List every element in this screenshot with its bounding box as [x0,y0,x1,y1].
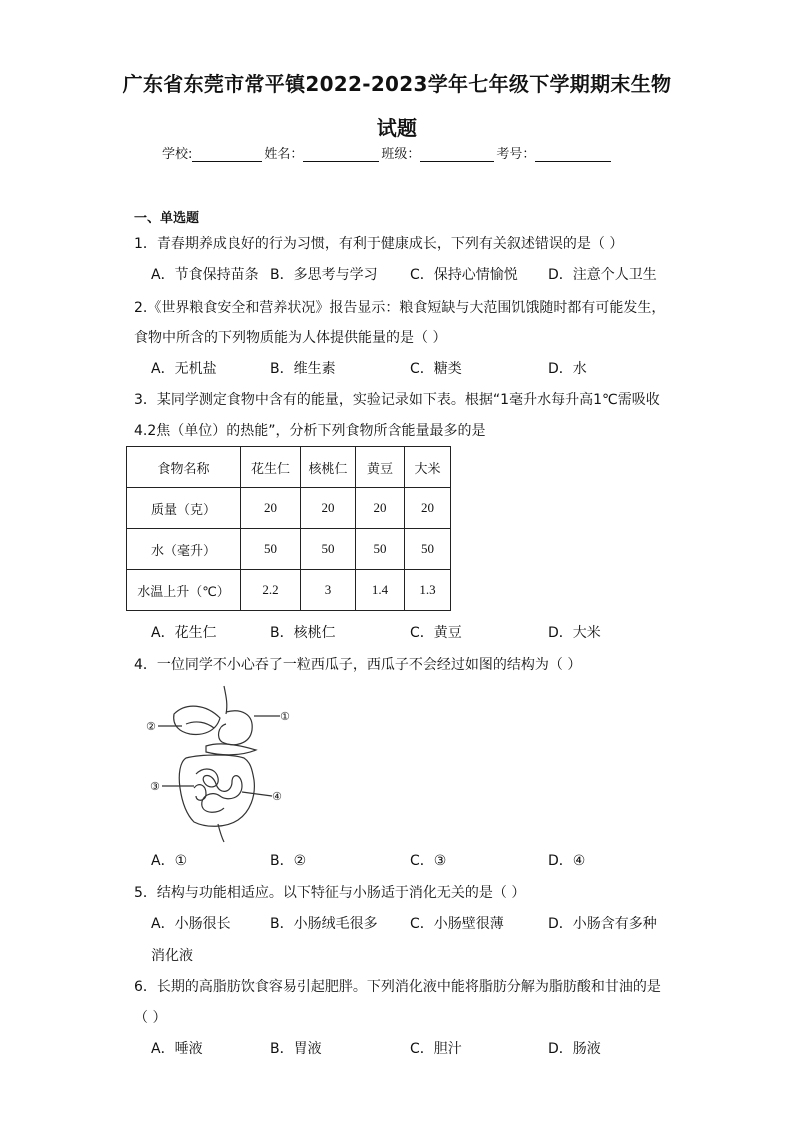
q1-option-d: D．注意个人卫生 [548,267,657,283]
student-info-line [162,143,613,162]
table-header-cell: 核桃仁 [301,447,356,488]
table-cell: 50 [405,529,451,570]
large-intestine-shape [179,755,254,826]
table-cell: 3 [301,570,356,611]
school-label: 学校: [162,147,193,162]
q5-option-c: C．小肠壁很薄 [410,916,504,932]
digestive-system-diagram [146,684,296,844]
q3-option-b: B．核桃仁 [270,625,336,641]
q4-option-a: A．① [151,853,188,869]
q4-option-d: D．④ [548,853,586,869]
q2-option-d: D．水 [548,361,587,377]
q3-option-d: D．大米 [548,625,601,641]
q3-option-a: A．花生仁 [151,625,217,641]
pancreas-shape [206,744,256,755]
table-row [127,529,451,570]
q2-stem-line1: 2.《世界粮食安全和营养状况》报告显示：粮食短缺与大范围饥饿随时都有可能发生， [134,300,666,316]
q3-stem-line1: 3．某同学测定食物中含有的能量，实验记录如下表。根据“1毫升水每升高1℃需吸收 [134,392,660,408]
table-header-cell: 黄豆 [356,447,405,488]
q6-option-b: B．胃液 [270,1041,322,1057]
q5-option-a: A．小肠很长 [151,916,231,932]
q4-option-b: B．② [270,853,307,869]
diagram-label-2: ② [146,720,156,733]
diagram-label-1: ① [280,710,290,723]
q5-option-b: B．小肠绒毛很多 [270,916,378,932]
q4-option-c: C．③ [410,853,447,869]
table-cell: 20 [241,488,301,529]
q2-option-b: B．维生素 [270,361,336,377]
q2-option-c: C．糖类 [410,361,462,377]
table-header-cell: 大米 [405,447,451,488]
food-energy-table [126,446,451,611]
class-blank [420,147,494,162]
q5-option-d: D．小肠含有多种 [548,916,657,932]
q1-option-b: B．多思考与学习 [270,267,378,283]
diagram-label-3: ③ [150,780,160,793]
school-blank [192,147,262,162]
q3-stem-line2: 4.2焦（单位）的热能”，分析下列食物所含能量最多的是 [134,423,486,439]
table-cell: 20 [301,488,356,529]
table-cell: 1.3 [405,570,451,611]
q5-option-d-continued: 消化液 [151,948,193,964]
table-row [127,570,451,611]
table-cell: 50 [356,529,405,570]
q2-stem-line2: 食物中所含的下列物质能为人体提供能量的是（ ） [134,330,447,346]
q6-option-a: A．唾液 [151,1041,203,1057]
q3-option-c: C．黄豆 [410,625,462,641]
q5-stem: 5．结构与功能相适应。以下特征与小肠适于消化无关的是（ ） [134,885,526,901]
section-heading: 一、单选题 [134,211,200,226]
table-row-label: 水（毫升） [127,529,241,570]
small-intestine-shape [196,769,242,812]
title-line-2: 试题 [376,116,418,140]
table-header-cell: 食物名称 [127,447,241,488]
table-header-row [127,447,451,488]
table-cell: 50 [301,529,356,570]
table-row-label: 质量（克） [127,488,241,529]
q4-stem: 4．一位同学不小心吞了一粒西瓜子，西瓜子不会经过如图的结构为（ ） [134,657,582,673]
table-cell: 50 [241,529,301,570]
q6-stem-line2: （ ） [134,1010,167,1026]
table-row [127,488,451,529]
q1-option-c: C．保持心情愉悦 [410,267,518,283]
table-cell: 2.2 [241,570,301,611]
q1-option-a: A．节食保持苗条 [151,267,259,283]
q6-stem-line1: 6．长期的高脂肪饮食容易引起肥胖。下列消化液中能将脂肪分解为脂肪酸和甘油的是 [134,979,661,995]
esophagus-shape [224,686,227,714]
number-blank [535,147,611,162]
q6-option-d: D．肠液 [548,1041,601,1057]
table-cell: 20 [356,488,405,529]
table-cell: 20 [405,488,451,529]
rectum-shape [218,824,224,842]
q1-stem: 1．青春期养成良好的行为习惯，有利于健康成长，下列有关叙述错误的是（ ） [134,236,624,252]
q6-option-c: C．胆汁 [410,1041,462,1057]
table-header-cell: 花生仁 [241,447,301,488]
table-cell: 1.4 [356,570,405,611]
label-line-4 [242,792,272,796]
name-label: 姓名： [264,147,304,162]
title-line-1: 广东省东莞市常平镇2022-2023学年七年级下学期期末生物 [122,72,672,96]
name-blank [303,147,379,162]
class-label: 班级： [381,147,421,162]
liver-shape [174,706,220,734]
diagram-label-4: ④ [272,790,282,803]
q2-option-a: A．无机盐 [151,361,217,377]
number-label: 考号： [496,147,536,162]
table-row-label: 水温上升（℃） [127,570,241,611]
stomach-shape [219,711,253,745]
